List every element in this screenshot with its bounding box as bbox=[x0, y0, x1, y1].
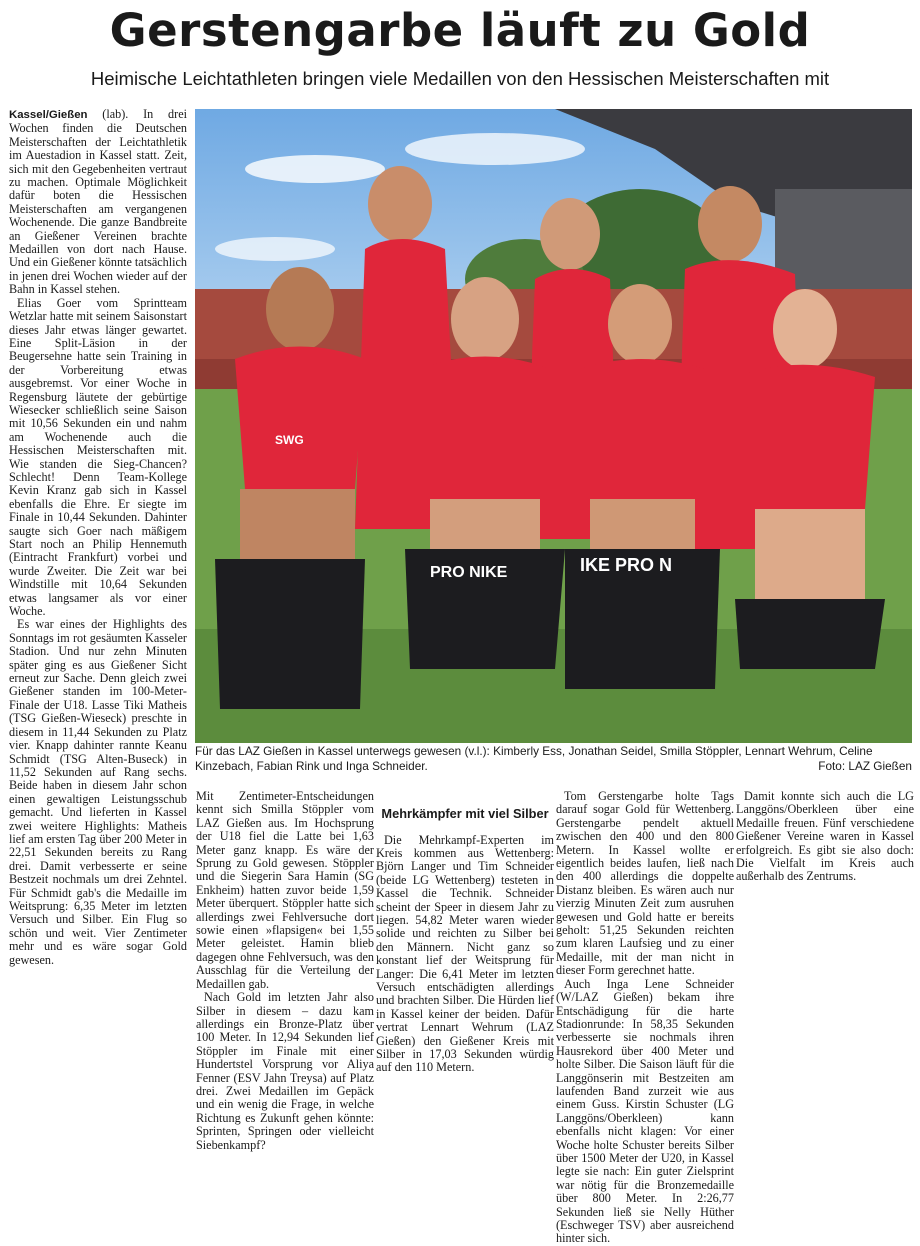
article-column-4 bbox=[556, 789, 734, 1246]
photo-caption bbox=[195, 744, 912, 773]
headline: Gerstengarbe läuft zu Gold bbox=[109, 4, 811, 57]
paragraph-schneider: Auch Inga Lene Schneider (W/LAZ Gießen) bekam ihre Entschädigung für die harte Stadionrunde: In 58,35 Sekunden verbesserte sie nochmals ihren Hausrekord über 400 Meter und holte Silber. Die Saison läuft für die Langgönserin mit Bestzeiten am laufenden Band zurzeit wie aus einem Guss. Kirstin Schuster (LG Langgöns/Oberkleen) kann ebenfalls nicht klagen: Vor einer Woche holte Schuster bereits Silber über 1500 Meter der U20, in Kassel legte sie nach: Ein guter Zielsprint war nötig für die Bronzemedaille über 800 Meter. In 2:26,77 Sekunden ließ sie Nelly Hüther (Eschweger TSV) aber ausreichend hinter sich. bbox=[556, 976, 734, 1246]
shirt-logo: SWG bbox=[275, 433, 304, 447]
article-column-3 bbox=[376, 790, 554, 1147]
shorts-logo: IKE PRO N bbox=[580, 555, 673, 575]
paragraph-stoeppler-bronze: Nach Gold im letzten Jahr also Silber in diesem – dazu kam allerdings ein Bronze-Platz über 100 Meter. In 12,94 Sekunden lief Stöppler im Finale mit einer Hundertstel Vorsprung vor Aliya Fenner (ESV Jahn Treysa) auf Platz drei. Zwei Medaillen im Gepäck und ein wenig die Frage, in welche Richtung es Zukunft gehen könnte: Sprinten, Springen oder vielleicht Siebenkampf? bbox=[196, 990, 374, 1152]
photo-credit: Foto: LAZ Gießen bbox=[812, 759, 912, 774]
article-column-2 bbox=[196, 789, 374, 1152]
paragraph-conclusion: Damit konnte sich auch die LG Langgöns/Oberkleen über eine Medaille freuen. Fünf verschiedene Gießener Vereine waren in Kassel erfolgreich. Es gibt sie also doch: Die Vielfalt im Kreis auch außerhalb des Zentrums. bbox=[736, 789, 914, 884]
intro-text: (lab). In drei Wochen finden die Deutschen Meisterschaften der Leichtathletik im Auestadion in Kassel statt. Zeit, sich mit den Gegebenheiten vertraut zu machen. Optimale Möglichkeit dafür boten die Hessischen Meisterschaften am vergangenen Wochenende. Die ganze Bandbreite an Gießener Vereinen brachte Medaillen von dort nach Hause. Und ein Gießener könnte tatsächlich in jenen drei Wochen wieder auf der Bahn in Kassel stehen. bbox=[9, 107, 188, 297]
paragraph-goer: Elias Goer vom Sprintteam Wetzlar hatte mit seinem Saisonstart dieses Jahr etwas länger gewartet. Eine Split-Läsion in der Beugersehne hatte sein Training in der Vorbereitung etwas ausgebremst. Vor einer Woche in Regensburg läutete der gebürtige Wiesecker schließlich seine Saison mit 10,56 Sekunden ein und nahm am Wochenende auch die Hessischen Meisterschaften mit. Wie standen die Sieg-Chancen? Schlecht! Denn Team-Kollege Kevin Kranz gab sich in Kassel ebenfalls die Ehre. Er siegte im Finale in 10,44 Sekunden. Dahinter saugte sich Goer nach mäßigem Start noch an Philip Hennemuth (Eintracht Frankfurt) vorbei und wurde Zweiter. Die Zeit war bei Windstille mit 10,64 Sekunden etwas langsamer als vor einer Woche. bbox=[9, 295, 187, 619]
paragraph-stoeppler-cont: Mit Zentimeter-Entscheidungen kennt sich Smilla Stöppler vom LAZ Gießen aus. Im Hochsprung der U18 fiel die Latte bei 1,63 Meter ganz knapp. Es wäre der Sprung zu Gold gewesen. Stöppler und die Siegerin Sara Hamin (SG Enkheim) hatten zuvor beide 1,59 Meter überquert. Stöppler hatte sich allerdings zwei Fehlversuche dort sowie einen »flapsigen« bei 1,55 Meter geleistet. Hamin blieb dagegen ohne Fehlversuch, was den Ausschlag für die Verteilung der Medaillen gab. bbox=[196, 789, 374, 991]
paragraph-gerstengarbe: Tom Gerstengarbe holte Tags darauf sogar Gold für Wettenberg. Gerstengarbe pendelt aktuell zwischen den 400 und den 800 Metern. In Kassel wollte er eigentlich beides laufen, ließ nach den 400 allerdings die doppelte Distanz bleiben. Es wären auch nur vierzig Minuten Zeit zum ausruhen gewesen und Gold hatte er bereits geholt: 51,25 Sekunden reichten zum klaren Laufsieg und zu einer Medaille, mit der man nicht in dieser Form gerechnet hatte. bbox=[556, 789, 734, 978]
dateline: Kassel/Gießen bbox=[9, 109, 88, 121]
paragraph-intro bbox=[9, 108, 187, 297]
caption-text: Für das LAZ Gießen in Kassel unterwegs gewesen (v.l.): Kimberly Ess, Jonathan Seidel, Smilla Stöppler, Lennart Wehrum, Celine Kinzebach, Fabian Rink und Inga Schneider. bbox=[195, 744, 873, 773]
subheading: Mehrkämpfer mit viel Silber bbox=[381, 806, 549, 821]
article-column-1 bbox=[9, 108, 187, 1146]
subheadline: Heimische Leichtathleten bringen viele Medaillen von den Hessischen Meisterschaften mit bbox=[90, 68, 830, 89]
paragraph-sprint-u18: Es war eines der Highlights des Sonntags im rot gesäumten Kasseler Stadion. Und nur zehn Minuten später ging es aus Gießener Sicht erneut zur Sache. Denn gleich zwei Gießener standen im 100-Meter-Finale der U18. Lasse Tiki Matheis (TSG Gießen-Wieseck) preschte in diesem in 11,44 Sekunden zu Platz vier. Knapp dahinter rannte Keanu Schmidt (TSG Alten-Buseck) in 11,52 Sekunden auf Rang sechs. Beide haben in diesem Jahr schon einen gewaltigen Leistungsschub gemacht. Und lieferten in Kassel zwei weitere Highlights: Matheis lief am ersten Tag über 200 Meter in 22,51 Sekunden bereits zu Rang drei. Damit verbesserte er seine Bestzeit nochmals um drei Zehntel. Für Schmidt gab's die Medaille im Weitsprung: 6,35 Meter im letzten Versuch und Silber. Ein Flug so schön und weit. Vier Zentimeter mehr und es wäre sogar Gold gewesen. bbox=[9, 617, 187, 967]
team-photo bbox=[195, 109, 912, 743]
article-column-5 bbox=[736, 790, 914, 1147]
paragraph-mehrkampf: Die Mehrkampf-Experten im Kreis kommen aus Wettenberg: Björn Langer und Tim Schneider (beide LG Wettenberg) testeten in Kassel die Technik. Schneider scheint der Speer in diesem Jahr zu liegen. 54,82 Meter waren wieder solide und reichten zu Silber bei den Männern. Nicht ganz so konstant lief der Weitsprung für Langer: Die 6,41 Meter im letzten Versuch entschädigten allerdings und brachten Silber. Die Hürden lief in Kassel keiner der beiden. Dafür vertrat Lennart Wehrum (LAZ Gießen) den Gießener Kreis mit Silber in 17,03 Sekunden würdig auf den 110 Metern. bbox=[376, 832, 554, 1075]
shorts-logo: PRO NIKE bbox=[430, 564, 508, 581]
athlete-back-row bbox=[355, 166, 805, 549]
